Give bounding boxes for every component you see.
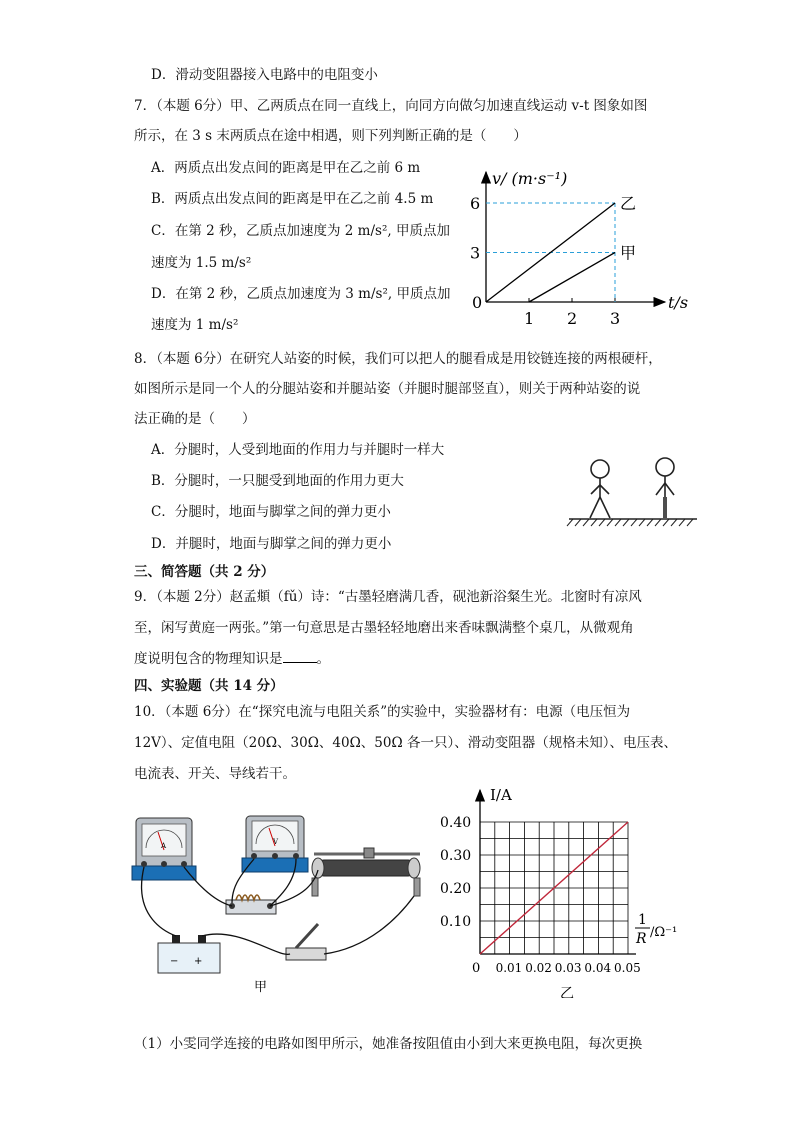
vt-series-label: 甲 (620, 243, 637, 263)
q9-line1: 9．（本题 2分）赵孟頫（fǔ）诗：“古墨轻磨满几香，砚池新浴粲生光。北窗时有凉风 (134, 589, 642, 605)
q8-option-b: B．分腿时，一只腿受到地面的作用力更大 (151, 473, 404, 489)
ir-x-label-numerator: 1 (638, 912, 647, 928)
section-3-heading: 三、简答题（共 2 分） (134, 564, 275, 580)
fixed-resistor (226, 895, 276, 914)
stance-figure (565, 452, 700, 532)
figure-yi-caption: 乙 (560, 986, 574, 998)
q6-option-d: D．滑动变阻器接入电路中的电阻变小 (151, 67, 378, 83)
q8-option-a: A．分腿时，人受到地面的作用力与并腿时一样大 (151, 442, 445, 458)
ir-x-label-unit: /Ω⁻¹ (650, 925, 678, 940)
voltmeter-label: V (273, 838, 279, 846)
section-4-heading: 四、实验题（共 14 分） (134, 678, 284, 694)
q10-part1: （1）小雯同学连接的电路如图甲所示，她准备按阻值由小到大来更换电阻，每次更换 (134, 1036, 643, 1052)
q7-option-c-line2: 速度为 1.5 m/s² (151, 255, 252, 271)
q7-stem-line1: 7．（本题 6分）甲、乙两质点在同一直线上，向同方向做匀加速直线运动 v-t 图象如图 (134, 98, 648, 114)
ir-y-tick-label: 0.30 (440, 848, 472, 864)
ir-origin-label: 0 (472, 961, 481, 976)
q7-stem-line2: 所示，在 3 s 末两质点在途中相遇，则下列判断正确的是（ ） (134, 128, 527, 144)
q7-option-b: B．两质点出发点间的距离是甲在乙之前 4.5 m (151, 191, 434, 207)
q8-option-d: D．并腿时，地面与脚掌之间的弹力更小 (151, 536, 392, 552)
vt-chart (450, 160, 700, 330)
vt-y-tick-label: 3 (470, 243, 481, 263)
q8-stem-line1: 8．（本题 6分）在研究人站姿的时候，我们可以把人的腿看成是用铰链连接的两根硬杆， (134, 351, 662, 367)
q8-stem-line3: 法正确的是（ ） (134, 411, 256, 427)
vt-origin-label: 0 (472, 293, 483, 312)
ir-y-axis-label: I/A (490, 786, 512, 804)
vt-series-label: 乙 (620, 194, 637, 213)
svg-text:+: + (194, 956, 203, 967)
ir-x-tick-label: 0.01 (495, 961, 523, 975)
vt-y-axis-label: v/ (m·s⁻¹) (492, 169, 568, 188)
q8-stem-line2: 如图所示是同一个人的分腿站姿和并腿站姿（并腿时腿部竖直），则关于两种站姿的说 (134, 381, 641, 397)
q10-line2: 12V）、定值电阻（20Ω、30Ω、40Ω、50Ω 各一只）、滑动变阻器（规格未知）、电压表、 (134, 735, 677, 751)
q7-option-d-line1: D．在第 2 秒，乙质点加速度为 3 m/s², 甲质点加 (151, 286, 451, 302)
q9-line3: 度说明包含的物理知识是 。 (134, 651, 330, 667)
ir-x-tick-label: 0.03 (554, 961, 582, 975)
switch (286, 924, 326, 960)
answer-blank[interactable] (283, 650, 317, 663)
ir-y-tick-label: 0.40 (440, 815, 472, 831)
ir-y-tick-label: 0.10 (440, 914, 472, 930)
rheostat (312, 848, 420, 896)
i-r-chart (436, 786, 698, 998)
vt-series-line (486, 203, 615, 302)
ir-x-tick-label: 0.02 (525, 961, 552, 975)
vt-series-line (529, 253, 615, 303)
q7-option-c-line1: C．在第 2 秒，乙质点加速度为 2 m/s², 甲质点加 (151, 223, 450, 239)
q10-line1: 10．（本题 6分）在“探究电流与电阻关系”的实验中，实验器材有：电源（电压恒为 (134, 704, 631, 720)
voltmeter (242, 816, 308, 872)
vt-x-tick-label: 3 (610, 309, 621, 328)
ammeter-label: A (161, 842, 167, 850)
vt-x-axis-label: t/s (668, 293, 689, 312)
q9-line2: 至，闲写黄庭一两张。”第一句意思是古墨轻轻地磨出来香味飘满整个桌几，从微观角 (134, 620, 634, 636)
vt-x-tick-label: 2 (567, 309, 578, 328)
q8-option-c: C．分腿时，地面与脚掌之间的弹力更小 (151, 504, 391, 520)
ir-x-tick-label: 0.05 (614, 961, 641, 975)
circuit-figure (128, 808, 428, 998)
figure-jia-caption: 甲 (254, 980, 268, 995)
battery (158, 935, 220, 973)
ir-x-tick-label: 0.04 (584, 961, 612, 975)
vt-y-tick-label: 6 (470, 194, 481, 213)
svg-text:−: − (170, 956, 179, 967)
q7-option-d-line2: 速度为 1 m/s² (151, 317, 239, 333)
vt-x-tick-label: 1 (524, 309, 535, 328)
q7-option-a: A．两质点出发点间的距离是甲在乙之前 6 m (151, 160, 421, 176)
q10-line3: 电流表、开关、导线若干。 (134, 766, 296, 782)
ir-x-label-denominator: R (636, 931, 647, 947)
ir-y-tick-label: 0.20 (440, 881, 472, 897)
